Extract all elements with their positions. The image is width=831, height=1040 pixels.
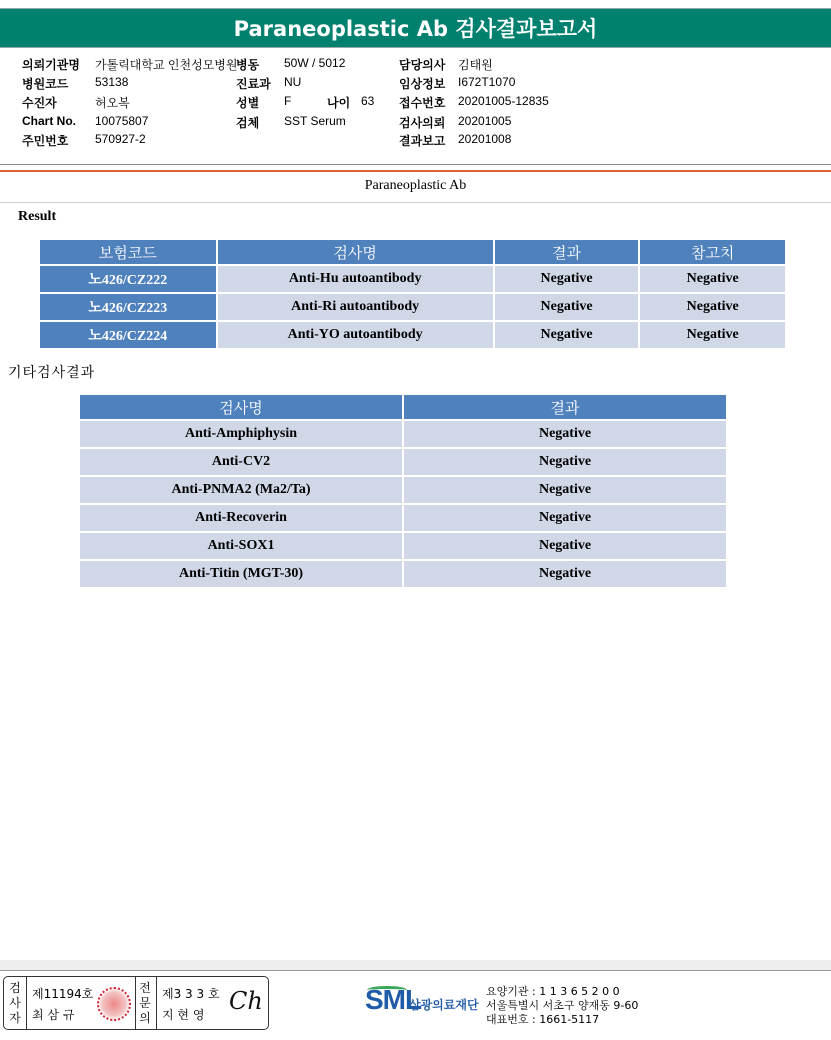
test-name: Anti-SOX1 (79, 532, 403, 560)
dept-value: NU (284, 75, 302, 89)
examiner-name: 최 삼 규 (32, 1008, 75, 1022)
doctor-value: 김태원 (458, 58, 493, 72)
patient-value: 허오복 (95, 96, 130, 110)
logo-org-name: 삼광의료재단 (409, 998, 479, 1012)
request-date-value: 20201005 (458, 114, 512, 128)
ward-label: 병동 (236, 58, 260, 72)
sml-logo (365, 984, 479, 1016)
logo-text: SML (365, 984, 422, 1015)
request-inst-value: 가톨릭대학교 인천성모병원 (95, 58, 238, 72)
reference-value: Negative (639, 321, 786, 349)
phone: 대표번호 : 1661-5117 (486, 1013, 600, 1026)
report-title: Paraneoplastic Ab 검사결과보고서 (233, 17, 598, 41)
col-result: 결과 (403, 394, 727, 420)
divider (0, 202, 831, 203)
main-result-table (38, 238, 787, 350)
signature-box (3, 976, 269, 1030)
test-name: Anti-YO autoantibody (217, 321, 494, 349)
hosp-code-value: 53138 (95, 75, 129, 89)
table-row (79, 420, 727, 448)
table-row (79, 448, 727, 476)
result-value: Negative (403, 420, 727, 448)
specimen-value: SST Serum (284, 114, 346, 128)
insurance-code: 노426/CZ224 (39, 321, 217, 349)
table-row (79, 532, 727, 560)
reference-value: Negative (639, 293, 786, 321)
report-title-bar (0, 8, 831, 48)
test-name: Anti-Titin (MGT-30) (79, 560, 403, 588)
age-value: 63 (361, 94, 375, 108)
sex-value: F (284, 94, 292, 108)
doctor-label: 담당의사 (399, 58, 446, 72)
col-test-name: 검사명 (217, 239, 494, 265)
test-name: Anti-CV2 (79, 448, 403, 476)
other-result-table (78, 393, 728, 589)
test-name: Anti-PNMA2 (Ma2/Ta) (79, 476, 403, 504)
receipt-label: 접수번호 (399, 96, 446, 110)
signature-icon: Ch (229, 987, 263, 1015)
result-label: Result (18, 209, 57, 224)
report-date-value: 20201008 (458, 132, 512, 146)
result-value: Negative (403, 532, 727, 560)
seal-icon (97, 987, 131, 1021)
table-row (39, 321, 786, 349)
test-name: Anti-Ri autoantibody (217, 293, 494, 321)
specialist-vertical-label: 전 문 의 (139, 981, 151, 1025)
footer-divider (0, 970, 831, 971)
ward-value: 50W / 5012 (284, 56, 346, 70)
report-date-label: 결과보고 (399, 134, 446, 148)
result-value: Negative (403, 476, 727, 504)
table-row (39, 265, 786, 293)
table-header-row (79, 394, 727, 420)
request-inst-label: 의뢰기관명 (22, 58, 80, 72)
chart-label: Chart No. (22, 114, 76, 128)
result-value: Negative (494, 265, 640, 293)
table-row (79, 504, 727, 532)
rrn-label: 주민번호 (22, 134, 69, 148)
dept-label: 진료과 (236, 77, 271, 91)
clinical-value: I672T1070 (458, 75, 516, 89)
table-row (39, 293, 786, 321)
table-row (79, 476, 727, 504)
address: 서울특별시 서초구 양재동 9-60 (486, 999, 639, 1012)
col-result: 결과 (494, 239, 640, 265)
examiner-vertical-label: 검 사 자 (9, 981, 21, 1025)
footer-band (0, 960, 831, 970)
other-results-label: 기타검사결과 (8, 365, 96, 381)
clinical-label: 임상정보 (399, 77, 446, 91)
logo-swoosh-icon (367, 986, 407, 994)
col-reference: 참고치 (639, 239, 786, 265)
sex-label: 성별 (236, 96, 260, 110)
specialist-license-no: 제3 3 3 호 (162, 987, 220, 1001)
hosp-code-label: 병원코드 (22, 77, 69, 91)
specialist-name: 지 현 영 (162, 1008, 205, 1022)
result-value: Negative (403, 448, 727, 476)
divider (0, 164, 831, 165)
section-title: Paraneoplastic Ab (364, 178, 467, 193)
col-test-name: 검사명 (79, 394, 403, 420)
test-name: Anti-Amphiphysin (79, 420, 403, 448)
test-name: Anti-Hu autoantibody (217, 265, 494, 293)
reference-value: Negative (639, 265, 786, 293)
col-insurance-code: 보험코드 (39, 239, 217, 265)
patient-label: 수진자 (22, 96, 57, 110)
rrn-value: 570927-2 (95, 132, 146, 146)
receipt-value: 20201005-12835 (458, 94, 549, 108)
examiner-license-no: 제11194호 (32, 987, 94, 1001)
contact-info (486, 985, 638, 1027)
specimen-label: 검체 (236, 116, 260, 130)
table-header-row (39, 239, 786, 265)
request-date-label: 검사의뢰 (399, 116, 446, 130)
result-value: Negative (403, 560, 727, 588)
result-value: Negative (403, 504, 727, 532)
insurance-code: 노426/CZ222 (39, 265, 217, 293)
institution-code: 요양기관 : 1 1 3 6 5 2 0 0 (486, 985, 620, 998)
result-value: Negative (494, 293, 640, 321)
age-label: 나이 (327, 96, 351, 110)
insurance-code: 노426/CZ223 (39, 293, 217, 321)
table-row (79, 560, 727, 588)
result-value: Negative (494, 321, 640, 349)
accent-divider (0, 170, 831, 172)
chart-value: 10075807 (95, 114, 149, 128)
test-name: Anti-Recoverin (79, 504, 403, 532)
